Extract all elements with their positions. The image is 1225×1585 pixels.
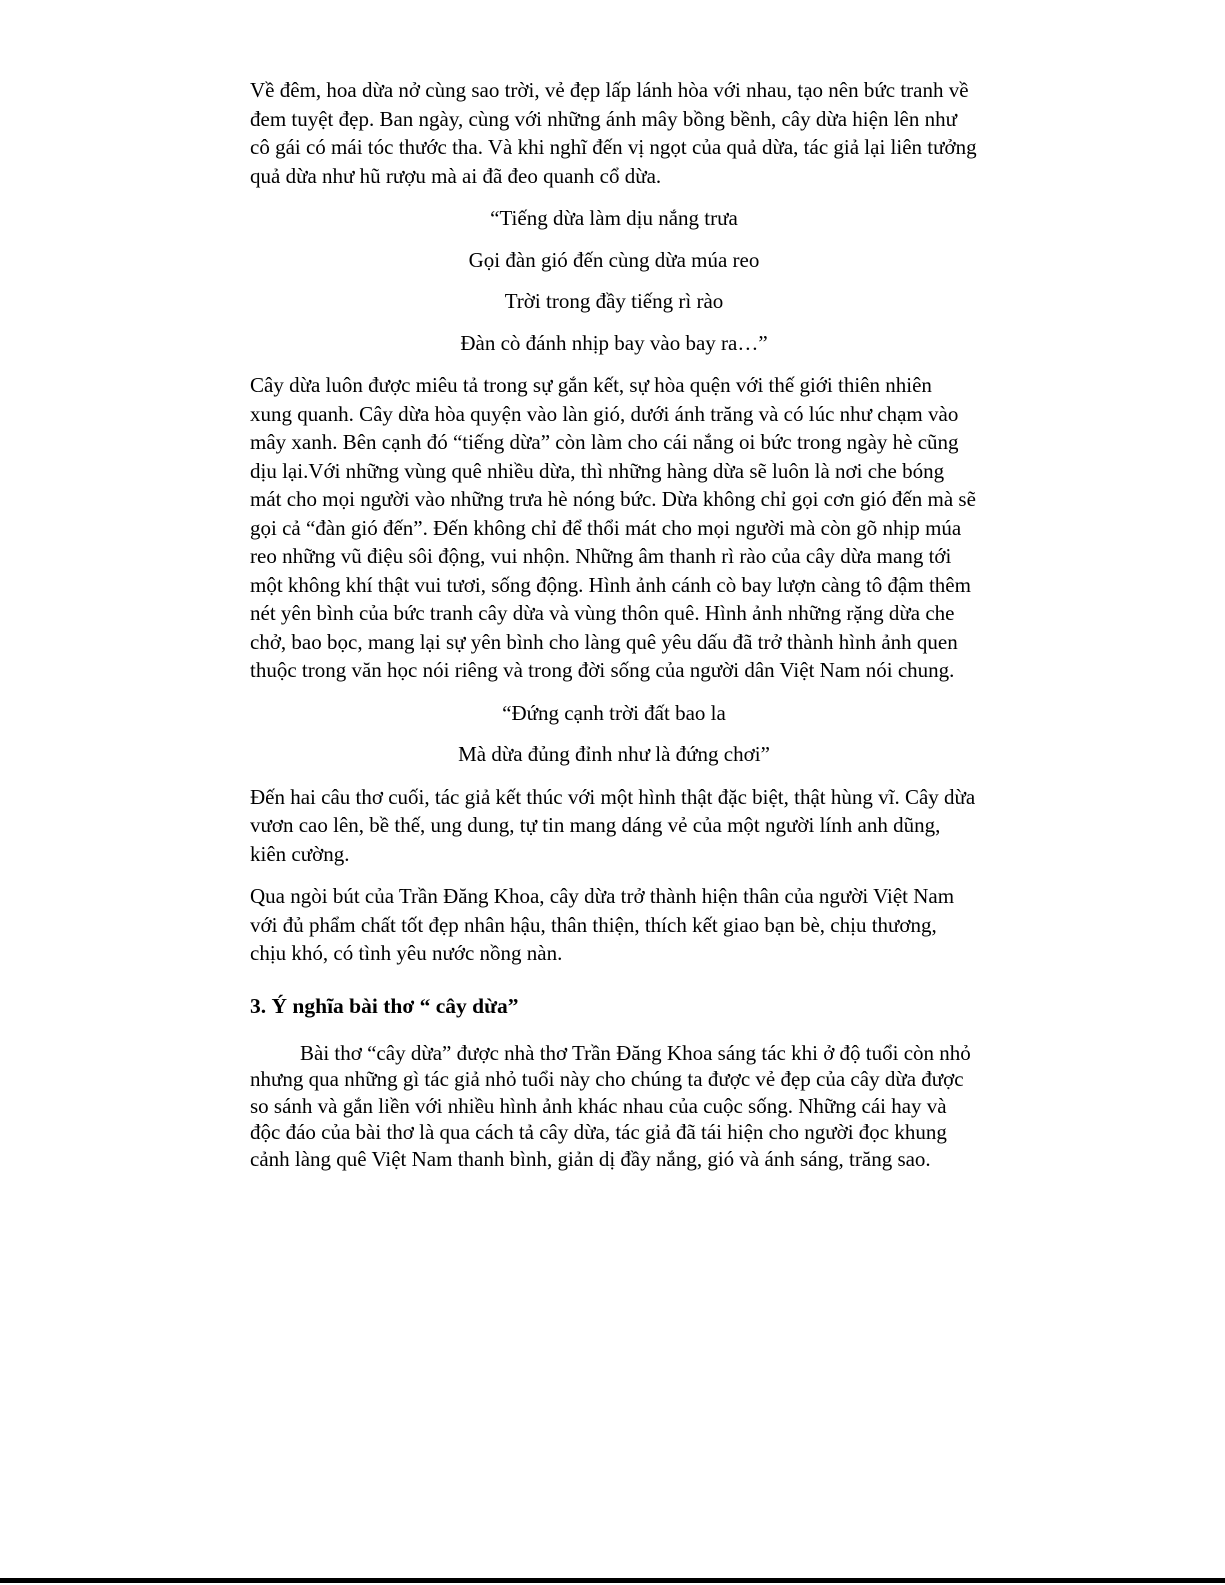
poem-2-line-1: “Đứng cạnh trời đất bao la [502,700,726,725]
document-content [250,62,978,1172]
poem-1-line-2: Gọi đàn gió đến cùng dừa múa reo [468,247,760,272]
poem-2-line-2: Mà dừa đủng đỉnh như là đứng chơi” [458,742,770,766]
paragraph-4: Qua ngòi bút của Trần Đăng Khoa, cây dừa trở thành hiện thân của người Việt Nam với đủ phẩm chất tốt đẹp nhân hậu, thân thiện, thích kết giao bạn bè, chịu thương, chịu khó, có tình yêu nước nồng nàn. [250,884,955,965]
poem-1-line-1: “Tiếng dừa làm dịu nắng trưa [490,206,738,230]
poem-1-line-3: Trời trong đầy tiếng rì rào [504,289,724,313]
poem-1-line-4: Đàn cò đánh nhịp bay vào bay ra…” [460,330,768,355]
poem-quote-1 [250,204,978,357]
section-heading: 3. Ý nghĩa bài thơ “ cây dừa” [250,993,519,1018]
paragraph-5: Bài thơ “cây dừa” được nhà thơ Trần Đăng Khoa sáng tác khi ở độ tuổi còn nhỏ nhưng qua những gì tác giả nhỏ tuổi này cho chúng ta được vẻ đẹp của cây dừa được so sánh và gắn liền với nhiều hình ảnh khác nhau của cuộc sống. Những cái hay và độc đáo của bài thơ là qua cách tả cây dừa, tác giả đã tái hiện cho người đọc khung cảnh làng quê Việt Nam thanh bình, giản dị đầy nắng, gió và ánh sáng, trăng sao. [250,1040,971,1171]
page-bottom-rule [0,1578,1225,1583]
poem-quote-2 [250,699,978,769]
paragraph-3: Đến hai câu thơ cuối, tác giả kết thúc với một hình thật đặc biệt, thật hùng vĩ. Cây dừa vươn cao lên, bề thế, ung dung, tự tin mang dáng vẻ của một người lính anh dũng, kiên cường. [250,784,976,866]
paragraph-1: Về đêm, hoa dừa nở cùng sao trời, vẻ đẹp lấp lánh hòa với nhau, tạo nên bức tranh về đem tuyệt đẹp. Ban ngày, cùng với những ánh mây bồng bềnh, cây dừa hiện lên như cô gái có mái tóc thước tha. Và khi nghĩ đến vị ngọt của quả dừa, tác giả lại liên tưởng quả dừa như hũ rượu mà ai đã đeo quanh cổ dừa. [250,78,977,188]
paragraph-2: Cây dừa luôn được miêu tả trong sự gắn kết, sự hòa quện với thế giới thiên nhiên xung quanh. Cây dừa hòa quyện vào làn gió, dưới ánh trăng và có lúc như chạm vào mây xanh. Bên cạnh đó “tiếng dừa” còn làm cho cái nắng oi bức trong ngày hè cũng dịu lại.Với những vùng quê nhiều dừa, thì những hàng dừa sẽ luôn là nơi che bóng mát cho mọi người vào những trưa hè nóng bức. Dừa không chỉ gọi cơn gió đến mà sẽ gọi cả “đàn gió đến”. Đến không chỉ để thổi mát cho mọi người mà còn gõ nhịp múa reo những vũ điệu sôi động, vui nhộn. Những âm thanh rì rào của cây dừa mang tới một không khí thật vui tươi, sống động. Hình ảnh cánh cò bay lượn càng tô đậm thêm nét yên bình của bức tranh cây dừa và vùng thôn quê. Hình ảnh những rặng dừa che chở, bao bọc, mang lại sự yên bình cho làng quê yêu dấu đã trở thành hình ảnh quen thuộc trong văn học nói riêng và trong đời sống của người dân Việt Nam nói chung. [250,373,976,682]
